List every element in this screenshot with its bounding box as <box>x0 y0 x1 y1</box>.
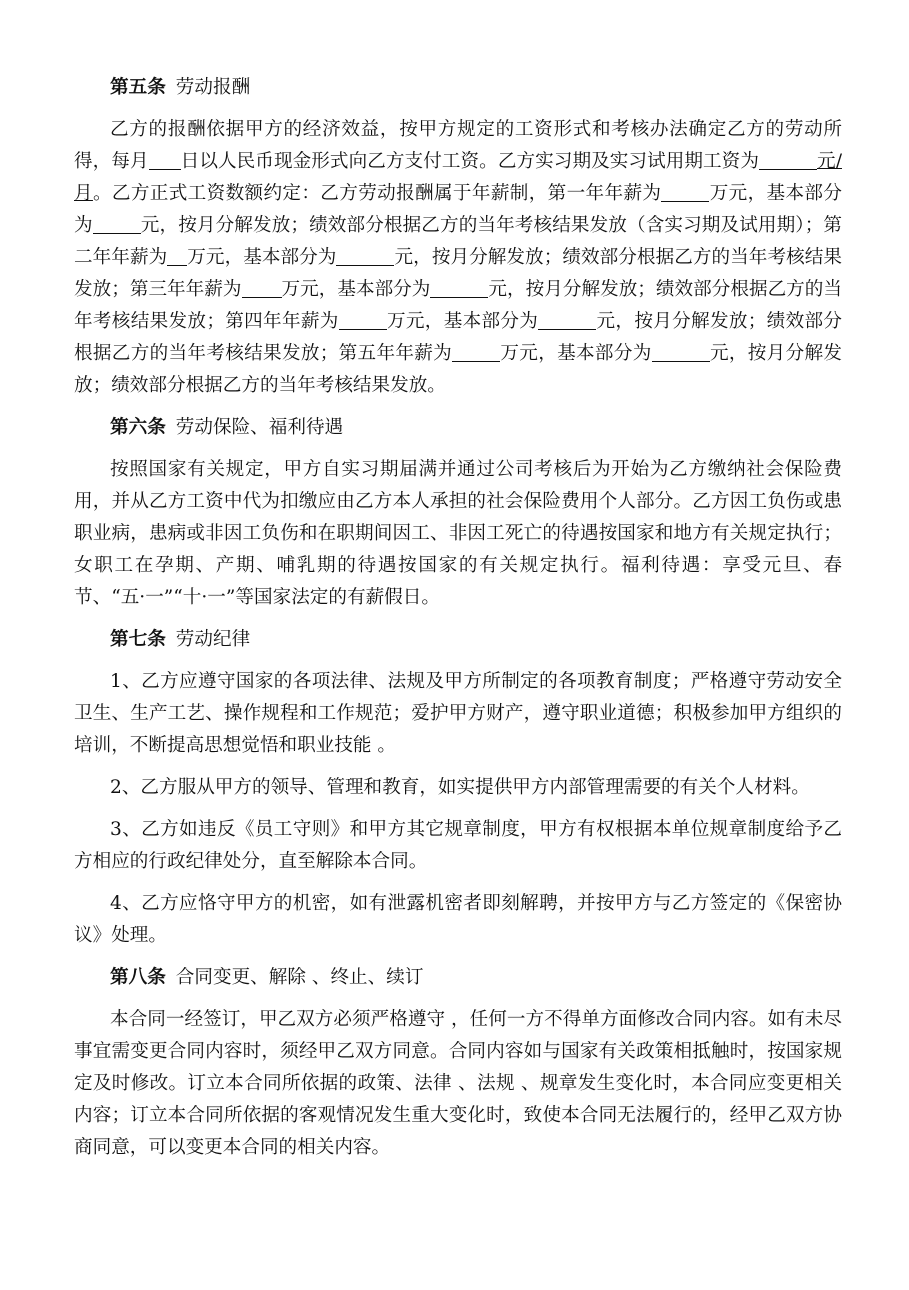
text: 万元，基本部分为 <box>386 311 539 332</box>
blank-field <box>652 341 710 362</box>
article-number: 第七条 <box>110 629 166 650</box>
article-title: 劳动保险、福利待遇 <box>175 417 344 438</box>
article-7-item-3: 3、乙方如违反《员工守则》和甲方其它规章制度，甲方有权根据本单位规章制度给予乙方相应的行政纪律处分，直至解除本合同。 <box>74 819 842 872</box>
blank-field <box>336 245 394 266</box>
text: 元，按月分解发放；绩效部分根据乙方的当年考核结果发放；第三年年薪为 <box>74 247 842 300</box>
text: 万元，基本部分为 <box>500 343 652 364</box>
article-8-heading <box>74 962 842 994</box>
text: 元，按月分解发放；绩效部分根据乙方的当年考核结果发放；第五年年薪为 <box>74 311 842 364</box>
blank-field <box>242 277 282 298</box>
text: 日以人民币现金形式向乙方支付工资。乙方实习期及实习试用期工资为 <box>180 151 759 172</box>
blank-field <box>452 341 500 362</box>
article-6-heading <box>74 412 842 444</box>
text: 元，按月分解发放；绩效部分根据乙方的当年考核结果发放；第四年年薪为 <box>74 279 842 332</box>
text: 。乙方正式工资数额约定：乙方劳动报酬属于年薪制，第一年年薪为 <box>92 183 662 204</box>
blank-field <box>93 213 141 234</box>
underlined-unit: 元/月 <box>74 151 842 204</box>
blank-field <box>759 149 817 170</box>
article-5-body <box>74 114 842 402</box>
blank-field <box>538 309 596 330</box>
text: 万元，基本部分为 <box>74 183 842 236</box>
text: 万元，基本部分为 <box>187 247 337 268</box>
blank-field <box>430 277 488 298</box>
article-number: 第八条 <box>110 967 166 988</box>
article-title: 劳动纪律 <box>175 629 251 650</box>
text: 元，按月分解发放；绩效部分根据乙方的当年考核结果发放（含实习期及试用期）；第二年年薪为 <box>74 215 842 268</box>
article-7-heading <box>74 624 842 656</box>
text: 乙方的报酬依据甲方的经济效益，按甲方规定的工资形式和考核办法确定乙方的劳动所得，每月 <box>74 119 842 172</box>
article-title: 合同变更、解除 、终止、续订 <box>175 967 424 988</box>
article-number: 第六条 <box>110 417 166 438</box>
article-5-heading <box>74 72 842 104</box>
contract-page <box>74 72 842 1174</box>
article-8-body: 本合同一经签订，甲乙双方必须严格遵守 ，任何一方不得单方面修改合同内容。如有未尽事宜需变更合同内容时，须经甲乙双方同意。合同内容如与国家有关政策相抵触时，按国家规定及时修改。订立本合同所依据的政策、法律 、法规 、规章发生变化时，本合同应变更相关内容；订立本合同所依据的客观情况发生重大变化时，致使本合同无法履行的，经甲乙双方协商同意，可以变更本合同的相关内容。 <box>74 1009 842 1158</box>
text: 万元，基本部分为 <box>281 279 431 300</box>
article-title: 劳动报酬 <box>175 77 251 98</box>
article-number: 第五条 <box>110 77 166 98</box>
article-7-item-2: 2、乙方服从甲方的领导、管理和教育，如实提供甲方内部管理需要的有关个人材料。 <box>110 777 810 798</box>
article-7-item-4: 4、乙方应恪守甲方的机密，如有泄露机密者即刻解聘，并按甲方与乙方签定的《保密协议》处理。 <box>74 893 842 946</box>
blank-field <box>149 149 181 170</box>
blank-field <box>167 245 187 266</box>
text: 元，按月分解发放；绩效部分根据乙方的当年考核结果发放。 <box>74 343 842 396</box>
article-6-body: 按照国家有关规定，甲方自实习期届满并通过公司考核后为开始为乙方缴纳社会保险费用，并从乙方工资中代为扣缴应由乙方本人承担的社会保险费用个人部分。乙方因工负伤或患职业病，患病或非因工负伤和在职期间因工、非因工死亡的待遇按国家和地方有关规定执行；女职工在孕期、产期、哺乳期的待遇按国家的有关规定执行。福利待遇：享受元旦、春节、“五·一”“十·一”等国家法定的有薪假日。 <box>74 459 842 608</box>
article-7-item-1: 1、乙方应遵守国家的各项法律、法规及甲方所制定的各项教育制度；严格遵守劳动安全卫生、生产工艺、操作规程和工作规范；爱护甲方财产，遵守职业道德；积极参加甲方组织的培训，不断提高思想觉悟和职业技能 。 <box>74 671 842 756</box>
blank-field <box>661 181 709 202</box>
blank-field <box>339 309 387 330</box>
